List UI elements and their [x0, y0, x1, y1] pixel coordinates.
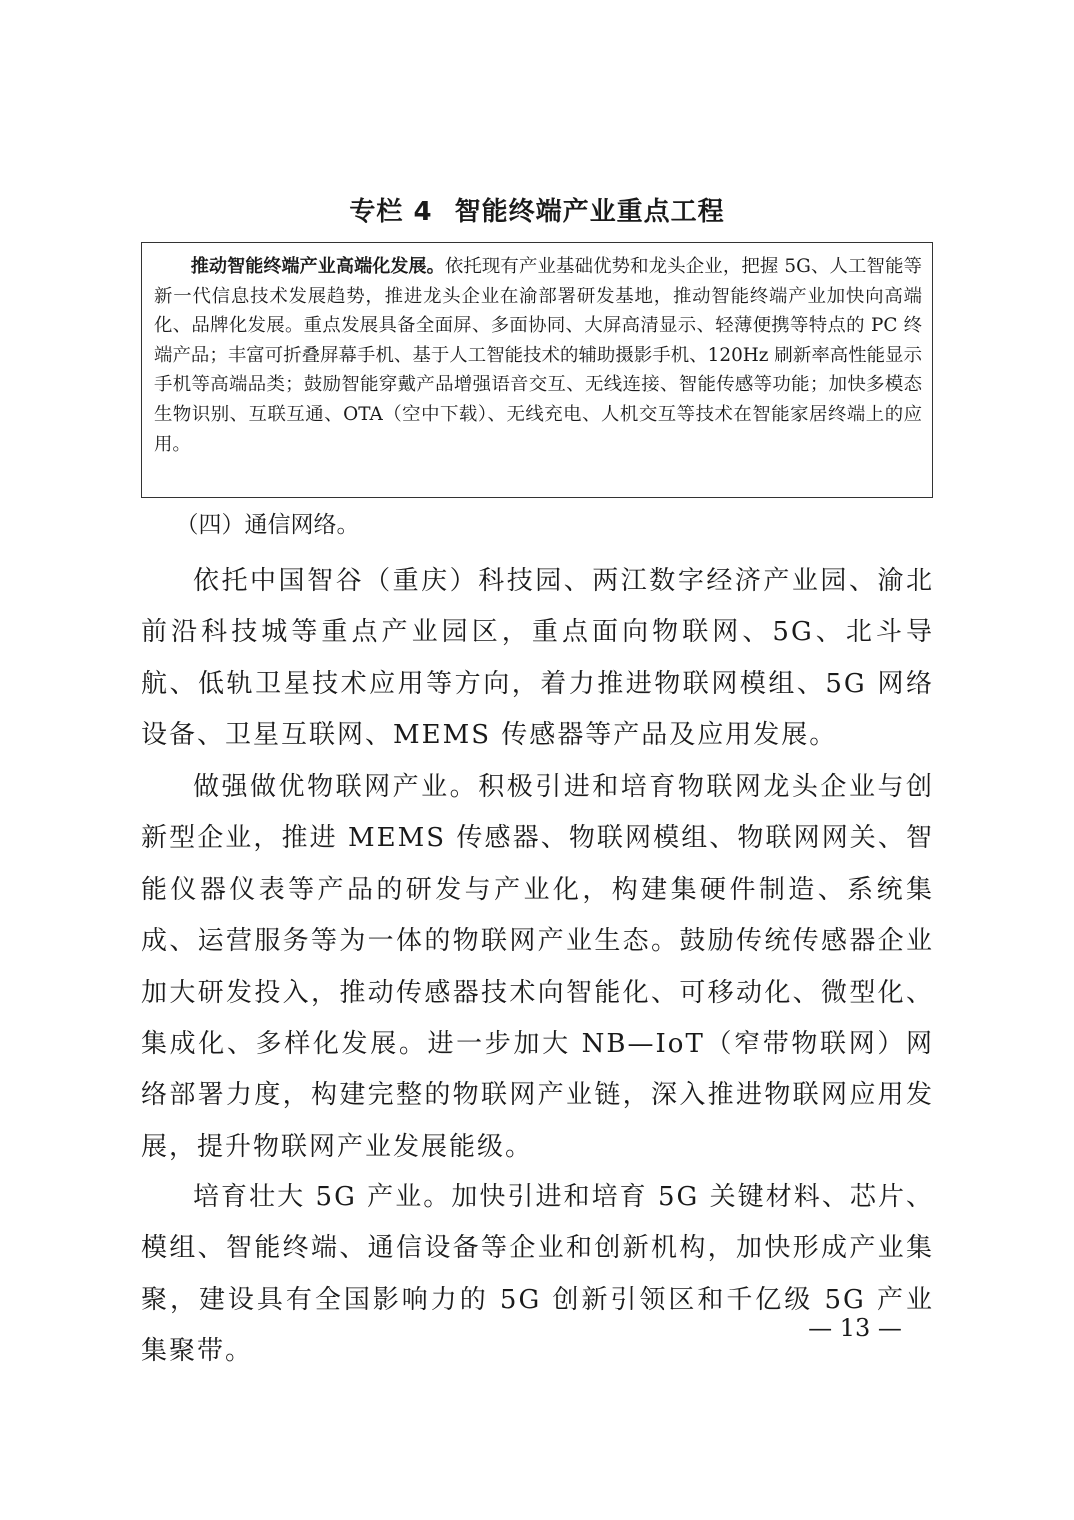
column-box-paragraph [154, 252, 922, 459]
body-paragraph-2: 做强做优物联网产业。积极引进和培育物联网龙头企业与创新型企业，推进 MEMS 传感器、物联网模组、物联网网关、智能仪器仪表等产品的研发与产业化，构建集硬件制造、系统集成、运营服务等为一体的物联网产业生态。鼓励传统传感器企业加大研发投入，推动传感器技术向智能化、可移动化、微型化、集成化、多样化发展。进一步加大 NB—IoT（窄带物联网）网络部署力度，构建完整的物联网产业链，深入推进物联网应用发展，提升物联网产业发展能级。 [141, 772, 934, 1162]
column-title [0, 192, 1074, 232]
body-paragraph-3: 培育壮大 5G 产业。加快引进和培育 5G 关键材料、芯片、模组、智能终端、通信设备等企业和创新机构，加快形成产业集聚，建设具有全国影响力的 5G 创新引领区和千亿级 5G 产业集聚带。 [141, 1182, 934, 1367]
page-number: — 13 — [808, 1314, 902, 1342]
section-heading: （四）通信网络。 [175, 512, 360, 538]
column-box-lead: 推动智能终端产业高端化发展。 [190, 256, 445, 277]
column-title-text: 智能终端产业重点工程 [454, 197, 725, 227]
column-box [141, 242, 933, 498]
body-paragraph-1: 依托中国智谷（重庆）科技园、两江数字经济产业园、渝北前沿科技城等重点产业园区，重点面向物联网、5G、北斗导航、低轨卫星技术应用等方向，着力推进物联网模组、5G 网络设备、卫星互联网、MEMS 传感器等产品及应用发展。 [141, 566, 934, 751]
column-label: 专栏 4 [349, 197, 433, 227]
column-box-body: 依托现有产业基础优势和龙头企业，把握 5G、人工智能等新一代信息技术发展趋势，推进龙头企业在渝部署研发基地，推动智能终端产业加快向高端化、品牌化发展。重点发展具备全面屏、多面协同、大屏高清显示、轻薄便携等特点的 PC 终端产品；丰富可折叠屏幕手机、基于人工智能技术的辅助摄影手机、120Hz 刷新率高性能显示手机等高端品类；鼓励智能穿戴产品增强语音交互、无线连接、智能传感等功能；加快多模态生物识别、互联互通、OTA（空中下载）、无线充电、人机交互等技术在智能家居终端上的应用。 [154, 256, 923, 455]
